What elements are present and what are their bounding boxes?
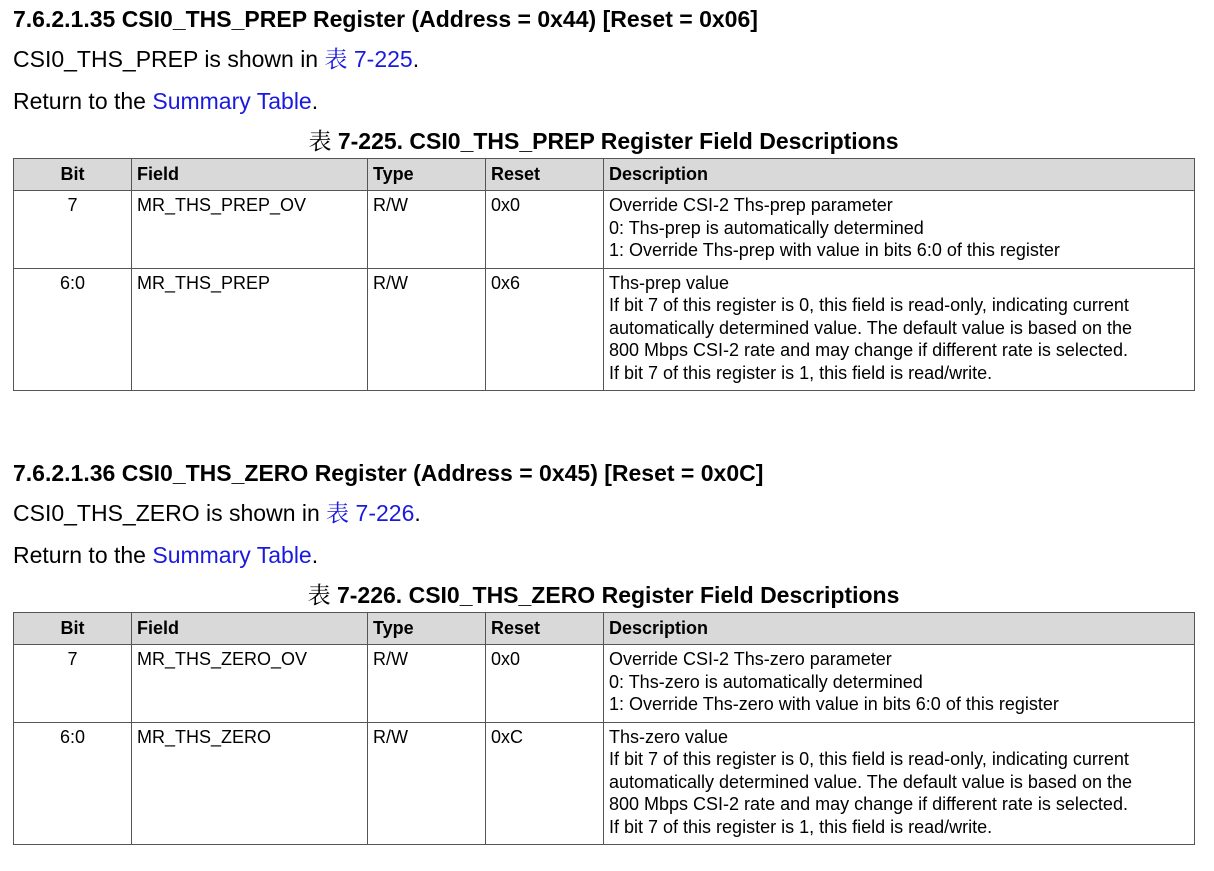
cell-reset: 0xC xyxy=(486,722,604,845)
cell-bit: 7 xyxy=(14,645,132,723)
cell-field: MR_THS_ZERO_OV xyxy=(132,645,368,723)
shown-in-paragraph xyxy=(13,38,1194,80)
shown-in-text: CSI0_THS_ZERO is shown in xyxy=(13,500,327,526)
description-line: If bit 7 of this register is 1, this field is read/write. xyxy=(609,816,993,837)
description-line: 0: Ths-prep is automatically determined xyxy=(609,217,924,238)
column-header-reset: Reset xyxy=(486,613,604,645)
table-caption xyxy=(13,124,1194,158)
description-line: If bit 7 of this register is 0, this field is read-only, indicating current xyxy=(609,295,1129,315)
cell-type: R/W xyxy=(368,645,486,723)
register-heading: 7.6.2.1.36 CSI0_THS_ZERO Register (Address = 0x45) [Reset = 0x0C] xyxy=(13,460,764,486)
description-line: If bit 7 of this register is 0, this field is read-only, indicating current xyxy=(609,749,1129,769)
description-line: automatically determined value. The default value is based on the xyxy=(609,771,1132,792)
return-paragraph xyxy=(13,80,1194,122)
shown-in-text: CSI0_THS_PREP is shown in xyxy=(13,46,325,72)
return-suffix: . xyxy=(311,542,319,568)
cell-description xyxy=(604,645,1195,723)
description-line: Override CSI-2 Ths-prep parameter xyxy=(609,195,893,215)
column-header-reset: Reset xyxy=(486,159,604,191)
shown-in-paragraph xyxy=(13,492,1194,534)
return-suffix: . xyxy=(311,88,319,114)
table-row xyxy=(14,722,1195,845)
cell-reset: 0x0 xyxy=(486,191,604,269)
table-row xyxy=(14,268,1195,391)
summary-table-link[interactable]: Summary Table xyxy=(152,542,312,568)
table-caption-prefix: 表 xyxy=(308,128,338,154)
table-header-row xyxy=(14,613,1195,645)
table-caption-text: 7-225. CSI0_THS_PREP Register Field Descriptions xyxy=(337,128,899,154)
description-line: 800 Mbps CSI-2 rate and may change if different rate is selected. xyxy=(609,794,1128,814)
column-header-bit: Bit xyxy=(14,613,132,645)
description-line: 800 Mbps CSI-2 rate and may change if different rate is selected. xyxy=(609,340,1128,360)
table-caption-text: 7-226. CSI0_THS_ZERO Register Field Descriptions xyxy=(336,582,900,608)
shown-in-suffix: . xyxy=(414,500,421,526)
table-caption xyxy=(13,578,1194,612)
return-text: Return to the xyxy=(13,542,153,568)
description-line: Override CSI-2 Ths-zero parameter xyxy=(609,649,892,669)
register-heading: 7.6.2.1.35 CSI0_THS_PREP Register (Address = 0x44) [Reset = 0x06] xyxy=(13,6,758,32)
cell-reset: 0x6 xyxy=(486,268,604,391)
column-header-description: Description xyxy=(604,613,1195,645)
cell-bit: 6:0 xyxy=(14,268,132,391)
description-line: Ths-zero value xyxy=(609,726,729,747)
table-header-row xyxy=(14,159,1195,191)
cell-description xyxy=(604,268,1195,391)
cell-field: MR_THS_ZERO xyxy=(132,722,368,845)
table-row xyxy=(14,191,1195,269)
column-header-field: Field xyxy=(132,159,368,191)
shown-in-suffix: . xyxy=(412,46,420,72)
cell-description xyxy=(604,722,1195,845)
column-header-type: Type xyxy=(368,159,486,191)
cell-type: R/W xyxy=(368,268,486,391)
column-header-description: Description xyxy=(604,159,1195,191)
cell-field: MR_THS_PREP_OV xyxy=(132,191,368,269)
return-paragraph xyxy=(13,534,1194,576)
description-line: Ths-prep value xyxy=(609,272,730,293)
column-header-field: Field xyxy=(132,613,368,645)
field-description-table xyxy=(13,158,1195,391)
description-line: 0: Ths-zero is automatically determined xyxy=(609,671,923,692)
cell-field: MR_THS_PREP xyxy=(132,268,368,391)
description-line: automatically determined value. The default value is based on the xyxy=(609,317,1132,338)
register-section-ths-zero xyxy=(13,454,1194,845)
cell-reset: 0x0 xyxy=(486,645,604,723)
cell-description xyxy=(604,191,1195,269)
summary-table-link[interactable]: Summary Table xyxy=(152,88,312,114)
table-reference-link[interactable]: 表 7-226 xyxy=(326,500,415,526)
column-header-bit: Bit xyxy=(14,159,132,191)
cell-bit: 6:0 xyxy=(14,722,132,845)
register-section-ths-prep xyxy=(13,0,1194,391)
column-header-type: Type xyxy=(368,613,486,645)
table-caption-prefix: 表 xyxy=(307,582,337,608)
table-reference-link[interactable]: 表 7-225 xyxy=(324,46,413,72)
description-line: 1: Override Ths-zero with value in bits 6:0 of this register xyxy=(609,694,1059,714)
cell-type: R/W xyxy=(368,722,486,845)
return-text: Return to the xyxy=(13,88,153,114)
field-description-table xyxy=(13,612,1195,845)
description-line: If bit 7 of this register is 1, this field is read/write. xyxy=(609,362,993,383)
description-line: 1: Override Ths-prep with value in bits 6:0 of this register xyxy=(609,240,1060,260)
cell-bit: 7 xyxy=(14,191,132,269)
table-row xyxy=(14,645,1195,723)
cell-type: R/W xyxy=(368,191,486,269)
